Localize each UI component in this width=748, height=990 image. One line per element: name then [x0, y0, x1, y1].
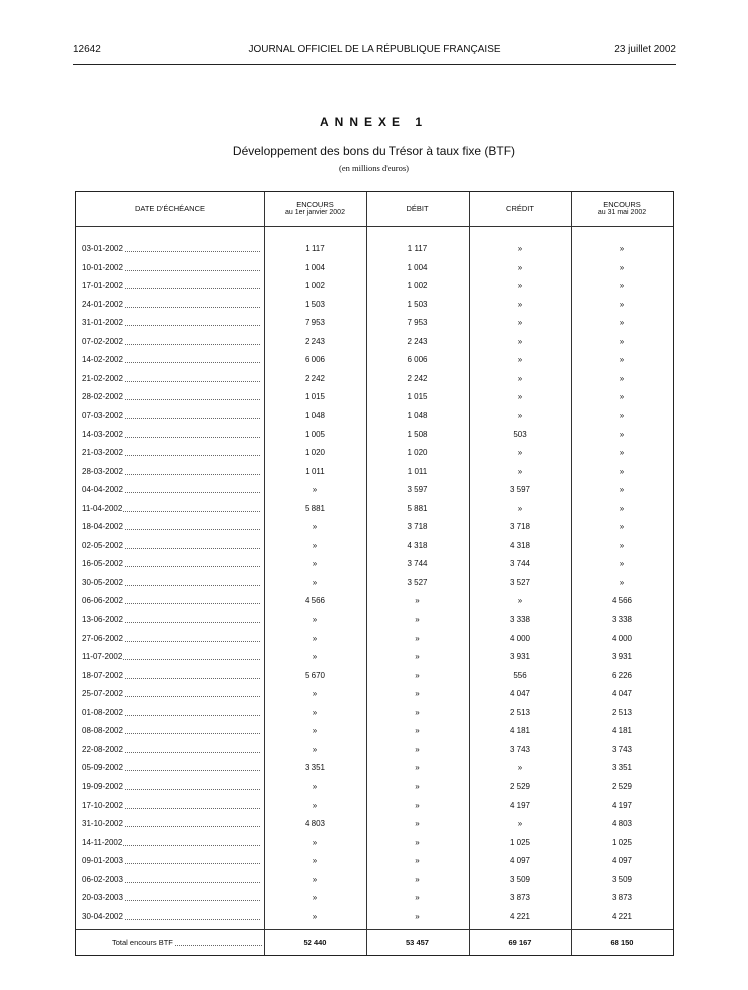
row-encours-end: » — [619, 244, 625, 253]
row-debit: » — [415, 707, 420, 717]
row-encours-start: 3 351 — [304, 763, 326, 773]
row-credit: 556 — [513, 670, 527, 680]
table-row — [76, 684, 673, 702]
row-encours-start: » — [312, 559, 318, 569]
row-encours-start: 7 953 — [304, 318, 326, 328]
row-encours-start: 1 005 — [304, 429, 326, 439]
row-debit: » — [415, 819, 420, 829]
row-date: 24-01-2002 — [82, 299, 123, 309]
table-row — [76, 295, 673, 313]
row-encours-start: » — [312, 615, 318, 624]
row-encours-end: 4 000 — [611, 633, 633, 643]
page-number: 12642 — [73, 44, 101, 55]
row-encours-end: 4 221 — [611, 911, 633, 921]
total-encours-start: 52 440 — [303, 938, 327, 947]
row-credit: 1 025 — [509, 837, 531, 847]
row-encours-start: 6 006 — [304, 355, 326, 365]
column-header-label: CRÉDIT — [506, 204, 534, 213]
row-credit: » — [517, 448, 523, 458]
row-debit: » — [415, 781, 420, 791]
column-header-label: ENCOURS — [296, 200, 334, 209]
row-debit: 2 242 — [407, 373, 428, 383]
table-row — [76, 814, 673, 832]
table-row — [76, 313, 673, 331]
row-date: 27-06-2002 — [82, 633, 123, 643]
row-date: 17-01-2002 — [82, 281, 123, 291]
row-debit: » — [415, 652, 420, 662]
row-encours-end: » — [619, 299, 625, 309]
column-header-debit — [366, 192, 469, 226]
total-credit: 69 167 — [508, 938, 532, 947]
table-row — [76, 258, 673, 276]
row-debit: » — [415, 856, 420, 866]
row-encours-end: » — [619, 503, 625, 513]
row-date: 13-06-2002 — [82, 615, 123, 624]
row-encours-start: » — [312, 726, 318, 736]
column-header-encours-start — [264, 192, 366, 226]
row-encours-end: » — [619, 559, 625, 569]
row-date: 21-03-2002 — [82, 448, 123, 458]
row-credit: 3 509 — [509, 874, 531, 884]
table-row — [76, 833, 673, 851]
row-encours-start: » — [312, 652, 318, 662]
row-debit: » — [415, 615, 420, 624]
row-date: 04-04-2002 — [82, 485, 123, 495]
total-row — [76, 933, 673, 951]
row-date: 09-01-2003 — [82, 856, 123, 866]
row-debit: 7 953 — [407, 318, 428, 328]
row-debit: 1 117 — [407, 244, 428, 253]
row-debit: 1 011 — [407, 466, 428, 476]
table-row — [76, 480, 673, 498]
row-encours-end: » — [619, 392, 625, 402]
row-encours-start: 1 117 — [305, 244, 325, 253]
column-header-label: ENCOURS — [603, 200, 641, 209]
table-row — [76, 647, 673, 665]
row-credit: » — [517, 410, 523, 420]
row-encours-end: » — [619, 429, 625, 439]
table-row — [76, 796, 673, 814]
table-row — [76, 870, 673, 888]
row-debit: » — [415, 689, 420, 699]
row-date: 14-03-2002 — [82, 429, 123, 439]
row-credit: 2 513 — [509, 707, 531, 717]
row-debit: 1 048 — [407, 410, 428, 420]
row-encours-start: 1 011 — [305, 466, 325, 476]
row-encours-end: 4 181 — [611, 726, 633, 736]
document-subtitle: (en millions d'euros) — [339, 163, 409, 173]
table-row — [76, 721, 673, 739]
row-encours-end: 4 803 — [611, 819, 633, 829]
row-encours-start: » — [312, 893, 318, 903]
row-debit: 3 744 — [407, 559, 428, 569]
row-encours-start: » — [312, 485, 318, 495]
row-credit: » — [517, 392, 523, 402]
row-encours-start: » — [312, 837, 318, 847]
row-date: 21-02-2002 — [82, 373, 123, 383]
row-credit: 4 000 — [509, 633, 531, 643]
table-row — [76, 517, 673, 535]
row-credit: » — [517, 336, 523, 346]
row-encours-end: 4 097 — [611, 856, 633, 866]
table-row — [76, 554, 673, 572]
table-row — [76, 462, 673, 480]
table-row — [76, 536, 673, 554]
row-date: 06-06-2002 — [82, 596, 123, 606]
row-encours-end: 3 743 — [611, 744, 633, 754]
row-credit: 3 931 — [509, 652, 531, 662]
row-date: 07-03-2002 — [82, 410, 123, 420]
row-debit: 4 318 — [407, 540, 428, 550]
table-row — [76, 591, 673, 609]
row-debit: 1 503 — [407, 299, 428, 309]
row-debit: 3 718 — [407, 522, 428, 532]
row-credit: 4 181 — [509, 726, 531, 736]
row-encours-end: » — [619, 281, 625, 291]
table-row — [76, 332, 673, 350]
table-row — [76, 777, 673, 795]
row-debit: » — [415, 837, 420, 847]
row-date: 14-11-2002 — [82, 837, 123, 847]
header-divider — [76, 226, 673, 227]
row-encours-start: » — [312, 577, 318, 587]
table-row — [76, 369, 673, 387]
row-date: 18-07-2002 — [82, 670, 123, 680]
row-debit: » — [415, 596, 420, 606]
row-encours-end: » — [619, 522, 625, 532]
row-encours-start: 1 503 — [304, 299, 326, 309]
row-debit: » — [415, 726, 420, 736]
column-header-sublabel: au 1er janvier 2002 — [285, 209, 345, 216]
row-debit: 1 015 — [407, 392, 428, 402]
row-credit: 3 597 — [509, 485, 531, 495]
row-date: 10-01-2002 — [82, 262, 123, 272]
table-row — [76, 499, 673, 517]
row-encours-end: 3 873 — [611, 893, 633, 903]
column-header-credit — [469, 192, 571, 226]
row-date: 30-04-2002 — [82, 911, 123, 921]
row-encours-start: 5 670 — [304, 670, 326, 680]
row-debit: » — [415, 911, 420, 921]
row-encours-end: » — [619, 577, 625, 587]
row-encours-end: » — [619, 448, 625, 458]
document-title: Développement des bons du Trésor à taux fixe (BTF) — [232, 144, 516, 158]
row-encours-start: » — [312, 800, 318, 810]
row-credit: » — [517, 819, 523, 829]
row-credit: » — [517, 596, 523, 606]
row-credit: » — [517, 503, 523, 513]
table-row — [76, 758, 673, 776]
column-header-date — [76, 192, 264, 226]
row-date: 16-05-2002 — [82, 559, 123, 569]
row-date: 11-04-2002 — [82, 503, 123, 513]
page-header — [73, 44, 676, 58]
total-divider — [76, 929, 673, 930]
row-encours-end: » — [619, 410, 625, 420]
row-credit: 2 529 — [509, 781, 531, 791]
row-date: 03-01-2002 — [82, 244, 123, 253]
row-encours-end: » — [619, 262, 625, 272]
row-credit: » — [517, 763, 523, 773]
row-debit: 3 597 — [407, 485, 428, 495]
row-debit: 6 006 — [407, 355, 428, 365]
row-debit: » — [415, 763, 420, 773]
row-encours-end: 4 197 — [611, 800, 633, 810]
table-row — [76, 907, 673, 925]
row-encours-end: 2 529 — [611, 781, 633, 791]
row-credit: 3 718 — [509, 522, 531, 532]
row-debit: 5 881 — [407, 503, 428, 513]
row-credit: » — [517, 244, 523, 253]
row-encours-start: » — [312, 689, 318, 699]
table-row — [76, 276, 673, 294]
row-date: 07-02-2002 — [82, 336, 123, 346]
row-encours-start: » — [312, 707, 318, 717]
row-date: 01-08-2002 — [82, 707, 123, 717]
row-date: 30-05-2002 — [82, 577, 123, 587]
row-encours-end: 4 047 — [611, 689, 633, 699]
row-credit: » — [517, 355, 523, 365]
row-encours-end: » — [619, 355, 625, 365]
row-date: 28-02-2002 — [82, 392, 123, 402]
row-encours-end: 6 226 — [611, 670, 633, 680]
row-encours-end: 3 509 — [611, 874, 633, 884]
row-debit: » — [415, 670, 420, 680]
row-encours-end: » — [619, 373, 625, 383]
row-date: 31-10-2002 — [82, 819, 123, 829]
btf-table — [75, 191, 674, 956]
row-credit: » — [517, 281, 523, 291]
row-encours-start: 1 002 — [304, 281, 326, 291]
row-encours-start: » — [312, 633, 318, 643]
row-encours-start: 4 803 — [304, 819, 326, 829]
row-encours-end: » — [619, 466, 625, 476]
row-debit: » — [415, 800, 420, 810]
row-encours-start: 1 048 — [304, 410, 326, 420]
table-row — [76, 239, 673, 257]
row-debit: » — [415, 893, 420, 903]
column-header-label: DATE D'ÉCHÉANCE — [134, 204, 206, 213]
table-row — [76, 740, 673, 758]
row-debit: 1 004 — [407, 262, 428, 272]
row-debit: 2 243 — [407, 336, 428, 346]
row-credit: » — [517, 299, 523, 309]
row-credit: 503 — [513, 429, 527, 439]
journal-title: JOURNAL OFFICIEL DE LA RÉPUBLIQUE FRANÇAISE — [248, 44, 501, 55]
row-encours-start: » — [312, 911, 318, 921]
row-credit: » — [517, 262, 523, 272]
row-debit: 3 527 — [407, 577, 428, 587]
row-credit: 4 221 — [509, 911, 531, 921]
table-row — [76, 443, 673, 461]
table-row — [76, 350, 673, 368]
row-credit: 3 744 — [509, 559, 531, 569]
row-encours-end: » — [619, 540, 625, 550]
row-date: 08-08-2002 — [82, 726, 123, 736]
row-debit: 1 002 — [407, 281, 428, 291]
row-date: 20-03-2003 — [82, 893, 123, 903]
row-debit: » — [415, 874, 420, 884]
row-encours-end: 4 566 — [611, 596, 633, 606]
row-credit: 3 873 — [509, 893, 531, 903]
row-encours-start: 1 020 — [304, 448, 326, 458]
row-debit: » — [415, 744, 420, 754]
row-encours-start: 4 566 — [304, 596, 326, 606]
row-encours-start: 2 243 — [304, 336, 326, 346]
row-encours-start: 2 242 — [304, 373, 326, 383]
row-date: 05-09-2002 — [82, 763, 123, 773]
table-row — [76, 387, 673, 405]
table-row — [76, 666, 673, 684]
table-row — [76, 888, 673, 906]
row-encours-end: » — [619, 318, 625, 328]
row-encours-end: 3 338 — [611, 615, 633, 624]
column-header-label: DÉBIT — [406, 204, 429, 213]
row-date: 25-07-2002 — [82, 689, 123, 699]
row-date: 19-09-2002 — [82, 781, 123, 791]
row-date: 02-05-2002 — [82, 540, 123, 550]
row-encours-start: » — [312, 874, 318, 884]
row-credit: » — [517, 373, 523, 383]
row-encours-end: 2 513 — [611, 707, 633, 717]
row-date: 31-01-2002 — [82, 318, 123, 328]
row-encours-start: » — [312, 522, 318, 532]
column-header-encours-end — [571, 192, 673, 226]
row-encours-end: 3 351 — [611, 763, 633, 773]
row-debit: 1 508 — [407, 429, 428, 439]
publication-date: 23 juillet 2002 — [614, 44, 676, 55]
table-row — [76, 425, 673, 443]
row-encours-end: 3 931 — [611, 652, 633, 662]
row-date: 28-03-2002 — [82, 466, 123, 476]
row-encours-start: » — [312, 540, 318, 550]
row-encours-start: » — [312, 781, 318, 791]
row-encours-start: 5 881 — [304, 503, 326, 513]
row-encours-start: » — [312, 856, 318, 866]
row-credit: 3 527 — [509, 577, 531, 587]
row-encours-start: 1 004 — [304, 262, 326, 272]
total-debit: 53 457 — [406, 938, 429, 947]
row-date: 06-02-2003 — [82, 874, 123, 884]
row-date: 17-10-2002 — [82, 800, 123, 810]
total-encours-end: 68 150 — [610, 938, 634, 947]
row-credit: 4 318 — [509, 540, 531, 550]
row-encours-start: 1 015 — [304, 392, 326, 402]
table-row — [76, 703, 673, 721]
row-encours-start: » — [312, 744, 318, 754]
row-credit: » — [517, 318, 523, 328]
table-row — [76, 629, 673, 647]
annexe-title: ANNEXE 1 — [319, 115, 429, 129]
table-row — [76, 406, 673, 424]
total-label: Total encours BTF — [112, 938, 173, 947]
row-encours-end: » — [619, 485, 625, 495]
column-header-sublabel: au 31 mai 2002 — [597, 209, 647, 216]
row-date: 18-04-2002 — [82, 522, 123, 532]
row-credit: 4 097 — [509, 856, 531, 866]
row-credit: 4 047 — [509, 689, 531, 699]
row-encours-end: 1 025 — [611, 837, 633, 847]
row-credit: » — [517, 466, 523, 476]
row-date: 14-02-2002 — [82, 355, 123, 365]
row-date: 22-08-2002 — [82, 744, 123, 754]
row-debit: 1 020 — [407, 448, 428, 458]
row-credit: 3 743 — [509, 744, 531, 754]
row-date: 11-07-2002 — [82, 652, 123, 662]
header-rule — [73, 64, 676, 65]
row-credit: 4 197 — [509, 800, 531, 810]
table-row — [76, 610, 673, 628]
row-credit: 3 338 — [509, 615, 531, 624]
table-row — [76, 851, 673, 869]
row-encours-end: » — [619, 336, 625, 346]
row-debit: » — [415, 633, 420, 643]
table-row — [76, 573, 673, 591]
